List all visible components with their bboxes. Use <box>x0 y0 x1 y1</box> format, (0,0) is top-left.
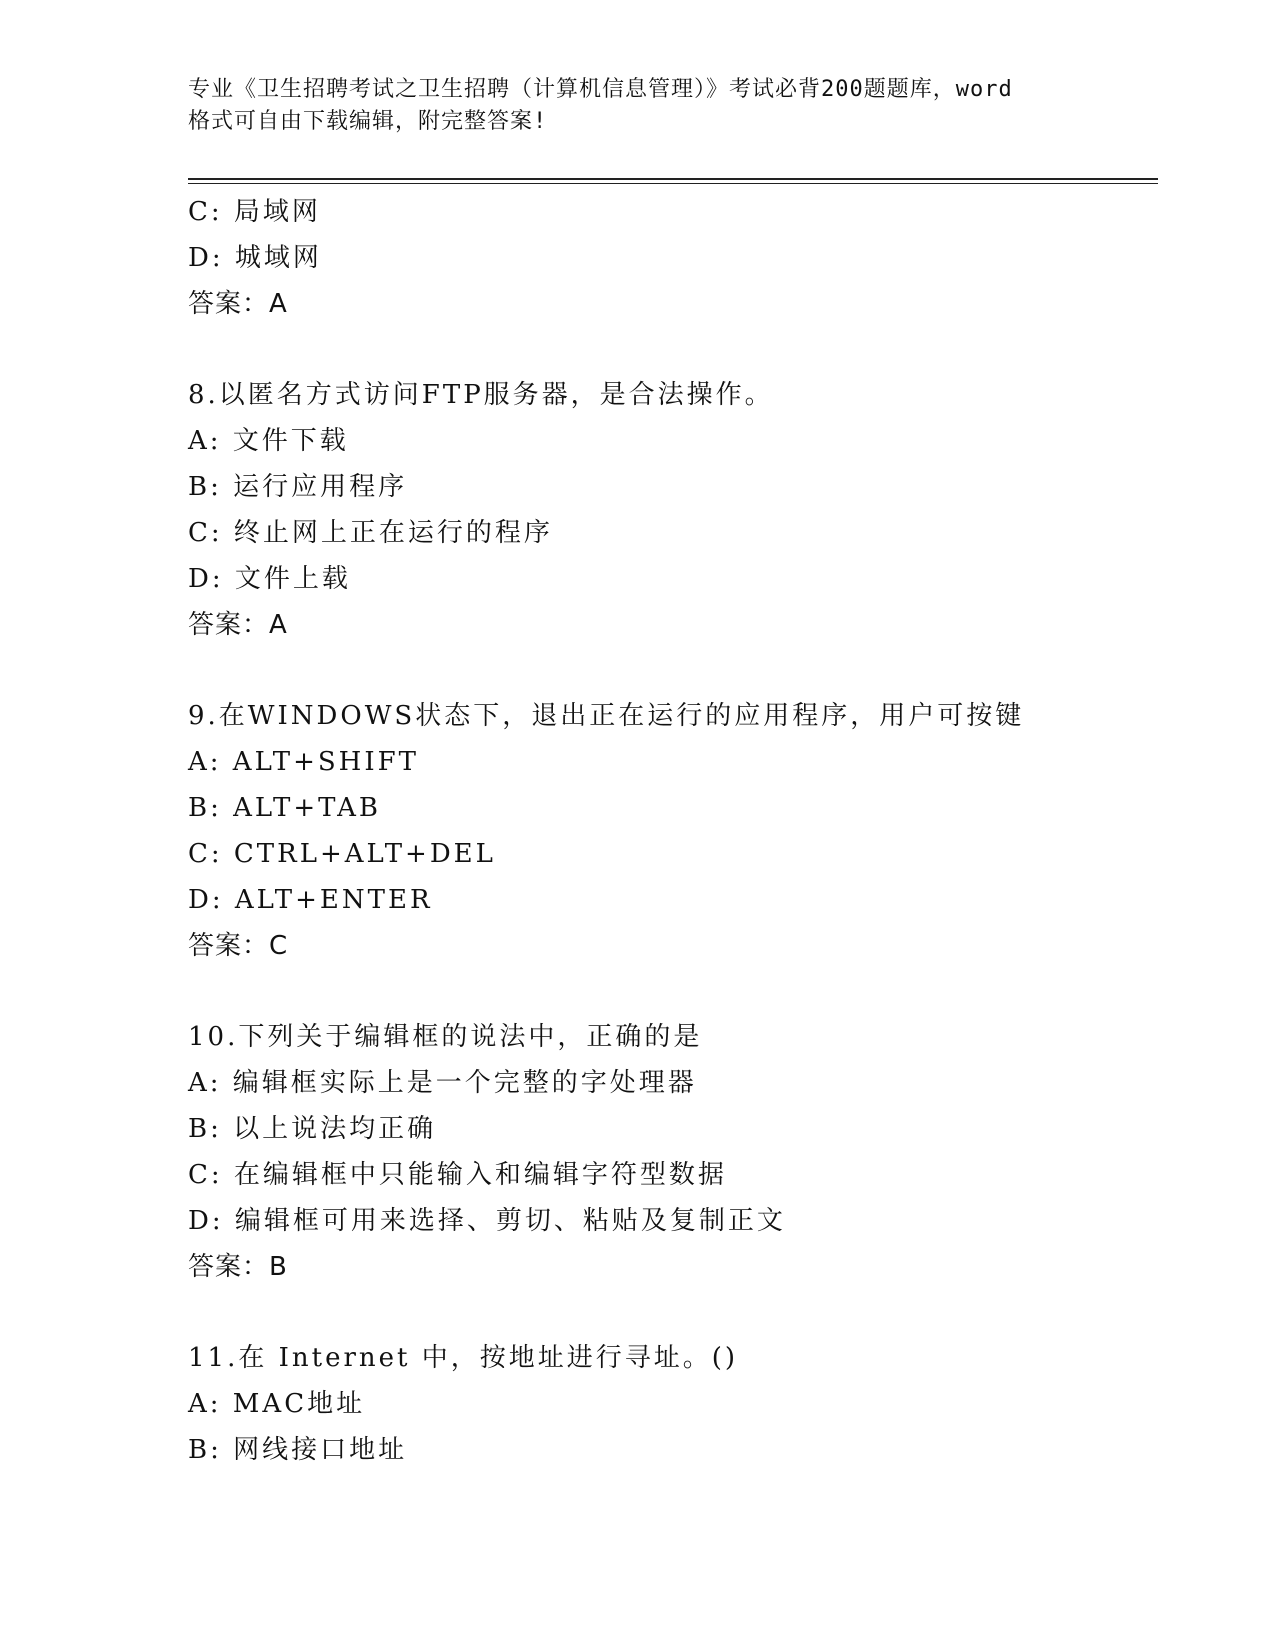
option-a: A: MAC地址 <box>188 1389 366 1419</box>
option-b: B: 运行应用程序 <box>188 472 408 502</box>
option-b: B: 网线接口地址 <box>188 1435 408 1465</box>
header-line-2: 格式可自由下载编辑，附完整答案! <box>188 109 548 134</box>
option-b: B: 以上说法均正确 <box>188 1114 437 1144</box>
question-block <box>188 1014 1148 1290</box>
answer-line: 答案：A <box>188 610 288 640</box>
option-c: C: 终止网上正在运行的程序 <box>188 518 553 548</box>
question-block <box>188 372 1148 648</box>
option-a: A: 编辑框实际上是一个完整的字处理器 <box>188 1068 697 1098</box>
answer-line: 答案：C <box>188 931 289 961</box>
option-a: A: ALT+SHIFT <box>188 747 419 777</box>
option-d: D: ALT+ENTER <box>188 885 433 915</box>
question-text: 9.在WINDOWS状态下，退出正在运行的应用程序，用户可按键 <box>188 701 1025 731</box>
question-list <box>188 189 1148 1473</box>
question-block <box>188 693 1148 969</box>
question-block <box>188 189 1148 327</box>
option-d: D: 编辑框可用来选择、剪切、粘贴及复制正文 <box>188 1206 786 1236</box>
option-c: C: CTRL+ALT+DEL <box>188 839 496 869</box>
header-divider-thin <box>188 183 1158 184</box>
option-c: C: 在编辑框中只能输入和编辑字符型数据 <box>188 1160 727 1190</box>
header-line-1: 专业《卫生招聘考试之卫生招聘（计算机信息管理）》考试必背200题题库，word <box>188 77 1013 102</box>
header-divider-thick <box>188 178 1158 180</box>
option-d: D: 城域网 <box>188 243 322 273</box>
option-c: C: 局域网 <box>188 197 321 227</box>
document-header <box>188 74 1088 138</box>
option-b: B: ALT+TAB <box>188 793 381 823</box>
question-text: 11.在 Internet 中，按地址进行寻址。() <box>188 1343 739 1373</box>
question-block <box>188 1335 1148 1473</box>
option-d: D: 文件上载 <box>188 564 351 594</box>
answer-line: 答案：A <box>188 289 288 319</box>
option-a: A: 文件下载 <box>188 426 349 456</box>
answer-line: 答案：B <box>188 1252 288 1282</box>
question-text: 8.以匿名方式访问FTP服务器，是合法操作。 <box>188 380 774 410</box>
question-text: 10.下列关于编辑框的说法中，正确的是 <box>188 1022 703 1052</box>
